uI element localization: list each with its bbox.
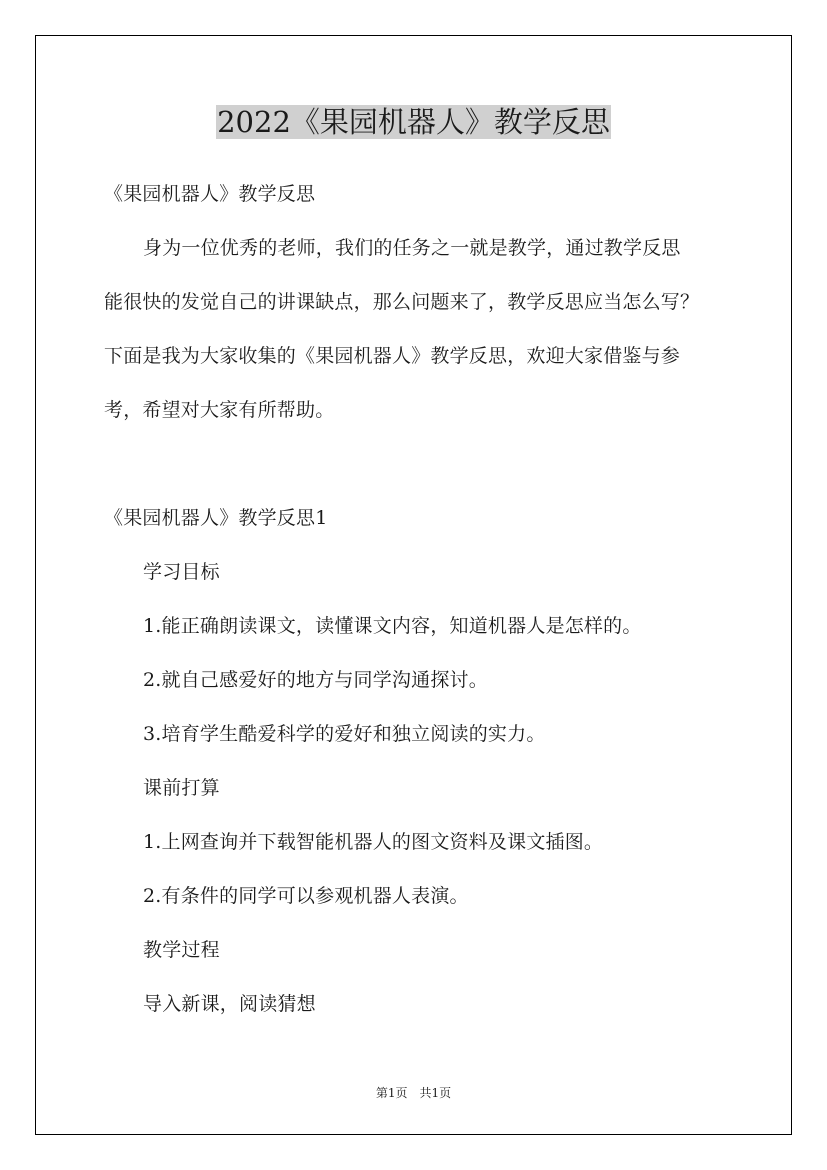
prep-item-2: 2.有条件的同学可以参观机器人表演。 <box>143 885 469 907</box>
intro-line-4: 考，希望对大家有所帮助。 <box>104 399 335 421</box>
intro-line-2: 能很快的发觉自己的讲课缺点，那么问题来了，教学反思应当怎么写？ <box>104 291 700 313</box>
goals-heading: 学习目标 <box>143 561 220 583</box>
section-heading: 《果园机器人》教学反思1 <box>104 507 328 529</box>
intro-line-1: 身为一位优秀的老师，我们的任务之一就是教学，通过教学反思 <box>143 237 681 259</box>
prep-heading: 课前打算 <box>143 777 220 799</box>
intro-line-3: 下面是我为大家收集的《果园机器人》教学反思，欢迎大家借鉴与参 <box>104 345 681 367</box>
document-title-text: 2022《果园机器人》教学反思 <box>217 105 610 139</box>
document-title <box>0 101 827 143</box>
prep-item-1: 1.上网查询并下载智能机器人的图文资料及课文插图。 <box>143 831 604 853</box>
document-subtitle: 《果园机器人》教学反思 <box>104 183 316 205</box>
process-heading: 教学过程 <box>143 939 220 961</box>
goal-item-2: 2.就自己感爱好的地方与同学沟通探讨。 <box>143 669 488 691</box>
process-step: 导入新课，阅读猜想 <box>143 993 316 1015</box>
goal-item-3: 3.培育学生酷爱科学的爱好和独立阅读的实力。 <box>143 723 546 745</box>
page-footer: 第1页 共1页 <box>375 1086 452 1100</box>
goal-item-1: 1.能正确朗读课文，读懂课文内容，知道机器人是怎样的。 <box>143 615 642 637</box>
